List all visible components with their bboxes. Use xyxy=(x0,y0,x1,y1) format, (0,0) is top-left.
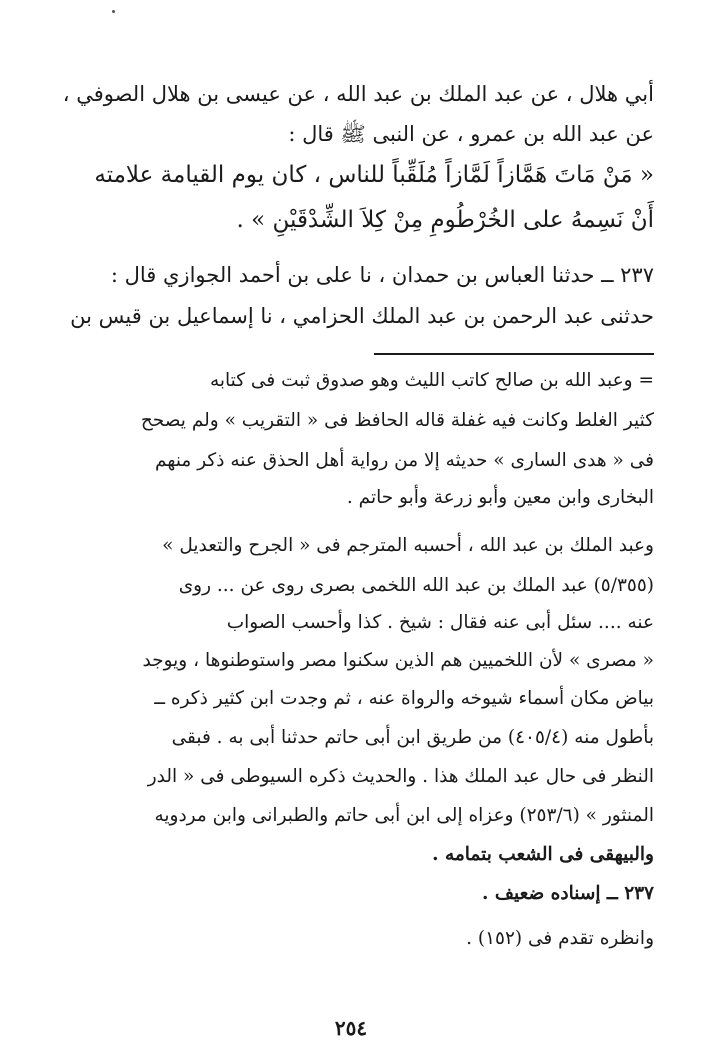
footnote-line: والبيهقى فى الشعب بتمامه . xyxy=(432,844,654,865)
footnote-line: « مصرى » لأن اللخميين هم الذين سكنوا مصر واستوطنوها ، ويوجد xyxy=(142,650,654,671)
footnote-line: وعبد الملك بن عبد الله ، أحسبه المترجم فى « الجرح والتعديل » xyxy=(162,535,654,556)
footnote-heading: ٢٣٧ ــ إسناده ضعيف . xyxy=(481,883,654,904)
isnad-line: حدثنى عبد الرحمن بن عبد الملك الحزامي ، نا إسماعيل بن قيس بن xyxy=(70,304,654,328)
isnad-line: ٢٣٧ ــ حدثنا العباس بن حمدان ، نا على بن أحمد الجوازي قال : xyxy=(110,263,654,287)
footnote-line: البخارى وابن معين وأبو زرعة وأبو حاتم . xyxy=(346,487,654,508)
hadith-line: « مَنْ مَاتَ هَمَّازاً لَمَّازاً مُلَقِّباً للناس ، كان يوم القيامة علامته xyxy=(94,162,654,188)
footnote-line: = وعبد الله بن صالح كاتب الليث وهو صدوق ثبت فى كتابه xyxy=(209,370,654,391)
footnote-line: المنثور » (٢٥٣/٦) وعزاه إلى ابن أبى حاتم والطبرانى وابن مردويه xyxy=(154,805,654,826)
footnote-line: فى « هدى السارى » حديثه إلا من رواية أهل الحذق عنه ذكر منهم xyxy=(155,450,654,471)
footnote-separator xyxy=(374,353,654,355)
footnote-line: (٥/٣٥٥) عبد الملك بن عبد الله اللخمى بصرى روى عن ... روى xyxy=(178,575,654,596)
text-line: عن عبد الله بن عمرو ، عن النبى ﷺ قال : xyxy=(288,122,654,146)
page-number: ٢٥٤ xyxy=(334,1016,368,1040)
ink-speck xyxy=(112,10,115,13)
footnote-line: بياض مكان أسماء شيوخه والرواة عنه ، ثم وجدت ابن كثير ذكره ــ xyxy=(154,688,654,709)
footnote-line: وانظره تقدم فى (١٥٢) . xyxy=(466,928,654,949)
footnote-line: النظر فى حال عبد الملك هذا . والحديث ذكره السيوطى فى « الدر xyxy=(147,766,654,787)
footnote-line: كثير الغلط وكانت فيه غفلة قاله الحافظ فى « التقريب » ولم يصحح xyxy=(140,410,654,431)
footnote-line: عنه .... سئل أبى عنه فقال : شيخ . كذا وأحسب الصواب xyxy=(226,612,654,633)
hadith-line: أَنْ نَسِمهُ على الخُرْطُومِ مِنْ كِلاَ الشِّدْقَيْنِ » . xyxy=(236,207,654,233)
footnote-line: بأطول منه (٤٠٥/٤) من طريق ابن أبى حاتم حدثنا أبى به . فبقى xyxy=(171,727,654,748)
text-line: أبي هلال ، عن عبد الملك بن عبد الله ، عن عيسى بن هلال الصوفي ، xyxy=(62,82,654,106)
